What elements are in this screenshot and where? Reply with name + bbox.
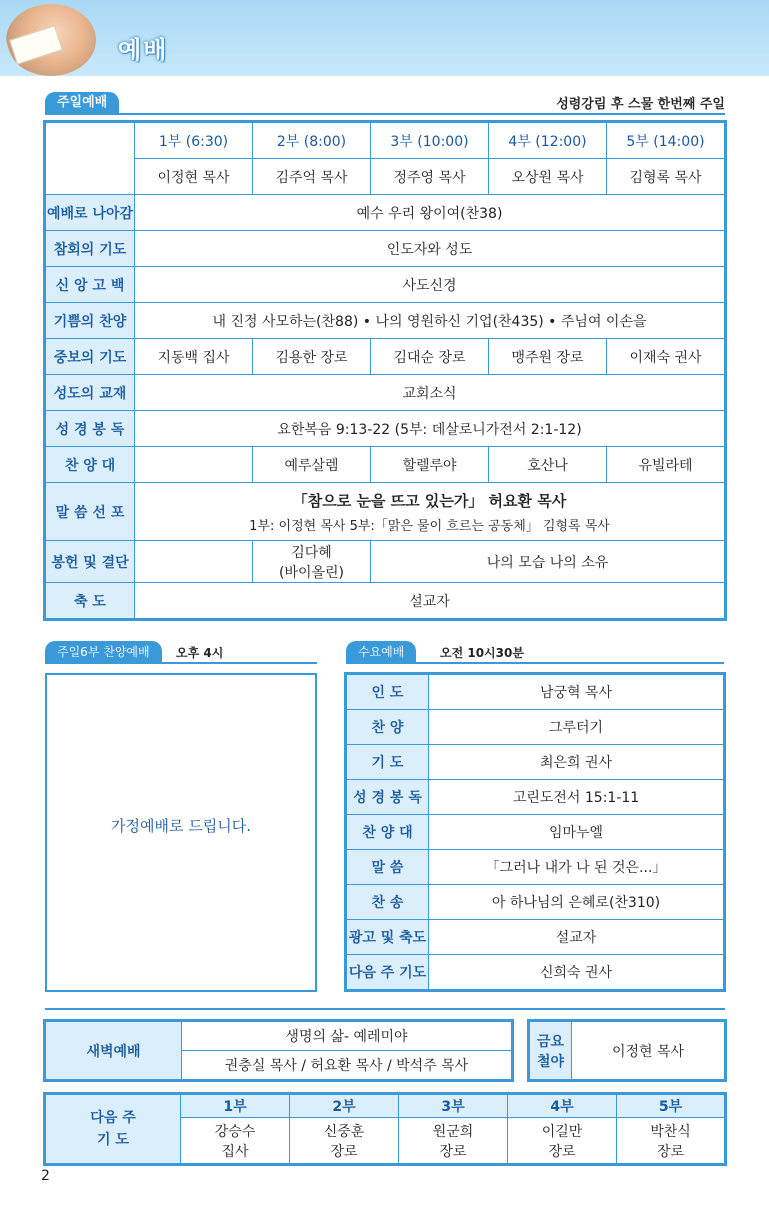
service-pastor: 이정현 목사 — [135, 159, 253, 195]
service-pastor: 오상원 목사 — [489, 159, 607, 195]
person-title: 집사 — [221, 1143, 249, 1160]
service-header: 3부 (10:00) — [371, 123, 489, 159]
service-pastor: 김형록 목사 — [607, 159, 725, 195]
dawn-service-table — [45, 1021, 512, 1080]
wednesday-service-tab: 수요예배 — [346, 641, 416, 663]
row-label: 찬 양 대 — [347, 815, 429, 850]
row-label: 신 앙 고 백 — [46, 267, 135, 303]
row-value: 신희숙 권사 — [429, 955, 724, 990]
service-header: 2부 (8:00) — [253, 123, 371, 159]
sunday-subtitle: 성령강림 후 스물 한번째 주일 — [556, 97, 725, 112]
divider-line — [45, 662, 317, 664]
next-prayer-label-line2: 기 도 — [97, 1132, 129, 1148]
row-value: 지동백 집사 — [135, 339, 253, 375]
row-value: 「그러나 내가 나 된 것은...」 — [429, 850, 724, 885]
prayer-person — [617, 1118, 725, 1164]
sermon-title: 「참으로 눈을 뜨고 있는가」 허요환 목사 — [292, 491, 567, 510]
service-header: 1부 (6:30) — [135, 123, 253, 159]
row-value: 아 하나님의 은혜로(찬310) — [429, 885, 724, 920]
row-value: 사도신경 — [135, 267, 725, 303]
wednesday-service-time: 오전 10시30분 — [440, 646, 524, 660]
offering-performer — [253, 541, 371, 583]
row-label: 중보의 기도 — [46, 339, 135, 375]
row-label: 참회의 기도 — [46, 231, 135, 267]
row-label: 봉헌 및 결단 — [46, 541, 135, 583]
next-prayer-table — [45, 1094, 725, 1164]
prayer-person — [399, 1118, 508, 1164]
praise-service-box — [45, 673, 317, 992]
divider-line — [346, 662, 724, 664]
row-label: 찬 양 — [347, 710, 429, 745]
person-name: 박찬식 — [650, 1123, 691, 1140]
person-title: 장로 — [656, 1143, 685, 1160]
row-value: 이재숙 권사 — [607, 339, 725, 375]
row-value: 예수 우리 왕이여(찬38) — [135, 195, 725, 231]
row-value: 김대순 장로 — [371, 339, 489, 375]
row-label: 기쁨의 찬양 — [46, 303, 135, 339]
prayer-person — [508, 1118, 617, 1164]
wednesday-service-table — [346, 674, 724, 990]
person-name: 원군희 — [432, 1123, 474, 1140]
row-label: 말 씀 선 포 — [46, 483, 135, 541]
row-value: 할렐루야 — [371, 447, 489, 483]
sunday-service-tab: 주일예배 — [45, 92, 119, 114]
service-header: 2부 — [290, 1095, 399, 1118]
sunday-service-table — [45, 122, 725, 619]
friday-vigil-label — [530, 1022, 572, 1080]
row-label: 인 도 — [347, 675, 429, 710]
row-value: 요한복음 9:13-22 (5부: 데살로니가전서 2:1-12) — [135, 411, 725, 447]
row-value: 최은희 권사 — [429, 745, 724, 780]
row-value: 유빌라테 — [607, 447, 725, 483]
page-title: 예배 — [118, 36, 169, 64]
dawn-service-title: 생명의 삶- 예레미야 — [182, 1022, 512, 1051]
row-value: 그루터기 — [429, 710, 724, 745]
dawn-service-pastors: 권충실 목사 / 허요환 목사 / 박석주 목사 — [182, 1051, 512, 1080]
row-value — [135, 447, 253, 483]
divider-line — [45, 113, 725, 115]
home-worship-text: 가정예배로 드립니다. — [111, 817, 251, 835]
sermon-sub: 1부: 이정현 목사 5부:「맑은 물이 흐르는 공동체」 김형록 목사 — [249, 518, 610, 534]
service-header: 5부 (14:00) — [607, 123, 725, 159]
prayer-person — [181, 1118, 290, 1164]
praying-hands-image — [6, 4, 96, 76]
service-header: 1부 — [181, 1095, 290, 1118]
praise-service-time: 오후 4시 — [176, 646, 224, 660]
row-label: 성 경 봉 독 — [347, 780, 429, 815]
row-value: 인도자와 성도 — [135, 231, 725, 267]
person-name: 신중훈 — [323, 1123, 365, 1140]
row-value: 호산나 — [489, 447, 607, 483]
row-value: 맹주원 장로 — [489, 339, 607, 375]
corner-cell — [46, 123, 135, 195]
row-label: 축 도 — [46, 583, 135, 619]
prayer-person — [290, 1118, 399, 1164]
row-value: 내 진정 사모하는(찬88) • 나의 영원하신 기업(찬435) • 주님여 이손을 — [135, 303, 725, 339]
friday-vigil-leader: 이정현 목사 — [572, 1022, 725, 1080]
friday-label-line2: 철야 — [536, 1053, 565, 1070]
next-prayer-label — [46, 1095, 181, 1164]
service-header: 5부 — [617, 1095, 725, 1118]
row-label: 다음 주 기도 — [347, 955, 429, 990]
service-header: 3부 — [399, 1095, 508, 1118]
row-label: 광고 및 축도 — [347, 920, 429, 955]
row-label: 예배로 나아감 — [46, 195, 135, 231]
service-header: 4부 — [508, 1095, 617, 1118]
row-value: 설교자 — [135, 583, 725, 619]
friday-label-line1: 금요 — [536, 1033, 565, 1050]
row-value: 고린도전서 15:1-11 — [429, 780, 724, 815]
row-value: 김용한 장로 — [253, 339, 371, 375]
divider-line — [45, 1008, 725, 1010]
praise-service-tab: 주일6부 찬양예배 — [45, 641, 162, 663]
person-name: 이길만 — [541, 1123, 583, 1140]
row-label: 말 씀 — [347, 850, 429, 885]
sermon-cell — [135, 483, 725, 541]
service-pastor: 정주영 목사 — [371, 159, 489, 195]
friday-vigil-table — [529, 1021, 725, 1080]
row-value: 나의 모습 나의 소유 — [371, 541, 725, 583]
page-number: 2 — [41, 1168, 50, 1184]
row-label: 찬 양 대 — [46, 447, 135, 483]
performer-name: 김다혜 — [291, 544, 332, 561]
page-header — [0, 0, 769, 76]
next-prayer-label-line1: 다음 주 — [90, 1110, 136, 1126]
row-value: 임마누엘 — [429, 815, 724, 850]
row-value: 교회소식 — [135, 375, 725, 411]
row-label: 기 도 — [347, 745, 429, 780]
service-pastor: 김주억 목사 — [253, 159, 371, 195]
dawn-service-label: 새벽예배 — [46, 1022, 182, 1080]
person-name: 강승수 — [214, 1123, 256, 1140]
row-label: 찬 송 — [347, 885, 429, 920]
person-title: 장로 — [330, 1143, 358, 1160]
service-header: 4부 (12:00) — [489, 123, 607, 159]
row-value: 남궁혁 목사 — [429, 675, 724, 710]
performer-instrument: (바이올린) — [278, 564, 345, 581]
row-value: 설교자 — [429, 920, 724, 955]
person-title: 장로 — [548, 1143, 576, 1160]
row-label: 성 경 봉 독 — [46, 411, 135, 447]
row-value: 예루살렘 — [253, 447, 371, 483]
row-label: 성도의 교재 — [46, 375, 135, 411]
empty-cell — [135, 541, 253, 583]
person-title: 장로 — [439, 1143, 467, 1160]
